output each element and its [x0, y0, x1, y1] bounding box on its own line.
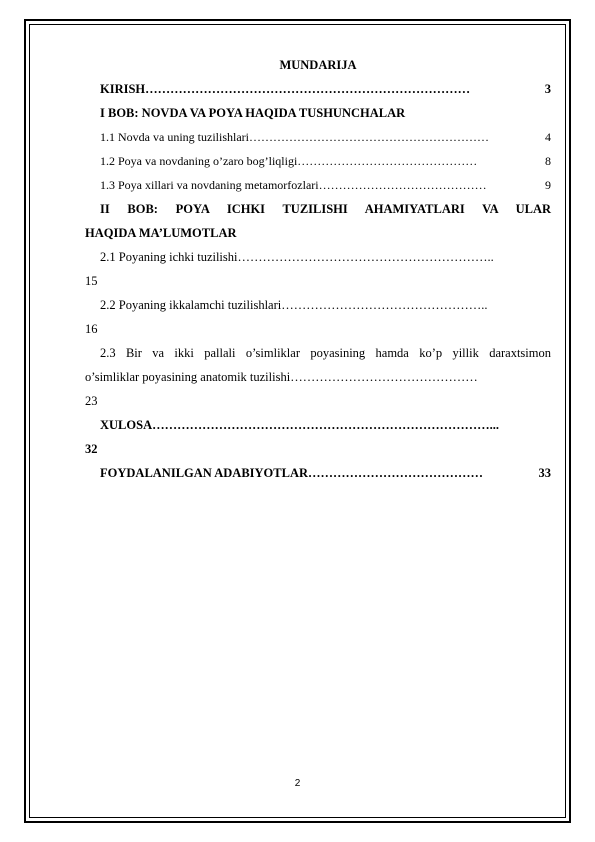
toc-entry-xulosa [85, 413, 551, 461]
toc-leader-dots: …………………………………… [308, 466, 484, 480]
toc-entry-2-2 [85, 293, 551, 341]
toc-entry-label: 2.2 Poyaning ikkalamchi tuzilishlari [100, 298, 282, 312]
toc-page-number: 4 [545, 130, 551, 144]
toc-entry-2-3 [85, 341, 551, 413]
toc-page-number: 33 [538, 466, 551, 480]
toc-title: MUNDARIJA [279, 58, 357, 72]
toc-entry-label: KIRISH [100, 82, 146, 96]
toc-entry-adabiyotlar [85, 461, 551, 485]
toc-leader-dots: ………………………………………………………………………... [152, 418, 499, 432]
toc-leader-dots: ……………………………………… [297, 154, 478, 168]
toc-entry-1-2 [85, 149, 551, 173]
toc-entry-label: XULOSA [100, 418, 153, 432]
toc-page-number: 16 [85, 322, 98, 336]
toc-page-number: 23 [85, 394, 98, 408]
toc-page-number: 3 [544, 82, 551, 96]
toc-entry-label-line2: o’simliklar poyasining anatomik tuzilishi [85, 370, 291, 384]
toc-chapter-2 [85, 197, 551, 245]
toc-entry-label-line1: II BOB: POYA ICHKI TUZILISHI AHAMIYATLARI VA ULAR [100, 202, 551, 216]
toc-page-number: 15 [85, 274, 98, 288]
page-footer-number: 2 [294, 778, 301, 789]
toc-leader-dots: ………………………………………….. [281, 298, 488, 312]
toc-entry-1-1 [85, 125, 551, 149]
toc-leader-dots: …………………………………… [318, 178, 487, 192]
table-of-contents [85, 53, 551, 485]
toc-entry-2-1 [85, 245, 551, 293]
toc-entry-label: 1.2 Poya va novdaning o’zaro bog’liqligi [100, 154, 298, 168]
toc-leader-dots: ……………………………………… [290, 370, 478, 384]
toc-entry-kirish [85, 77, 551, 101]
toc-entry-label: FOYDALANILGAN ADABIYOTLAR [100, 466, 309, 480]
toc-page-number: 9 [545, 178, 551, 192]
toc-entry-label: 2.1 Poyaning ichki tuzilishi [100, 250, 238, 264]
toc-entry-label-line2: HAQIDA MA’LUMOTLAR [85, 226, 237, 240]
toc-entry-label: 1.1 Novda va uning tuzilishlari [100, 130, 249, 144]
toc-page-number: 8 [545, 154, 551, 168]
toc-entry-label: 1.3 Poya xillari va novdaning metamorfozlari [100, 178, 319, 192]
toc-leader-dots: …………………………………………………….. [237, 250, 494, 264]
toc-entry-label-line1: 2.3 Bir va ikki pallali o’simliklar poyasining hamda ko’p yillik daraxtsimon [100, 346, 551, 360]
toc-leader-dots: …………………………………………………… [248, 130, 489, 144]
toc-entry-1-3 [85, 173, 551, 197]
toc-chapter-1 [85, 101, 551, 125]
toc-entry-label: I BOB: NOVDA VA POYA HAQIDA TUSHUNCHALAR [100, 106, 406, 120]
toc-leader-dots: …………………………………………………………………… [145, 82, 471, 96]
toc-page-number: 32 [85, 442, 98, 456]
